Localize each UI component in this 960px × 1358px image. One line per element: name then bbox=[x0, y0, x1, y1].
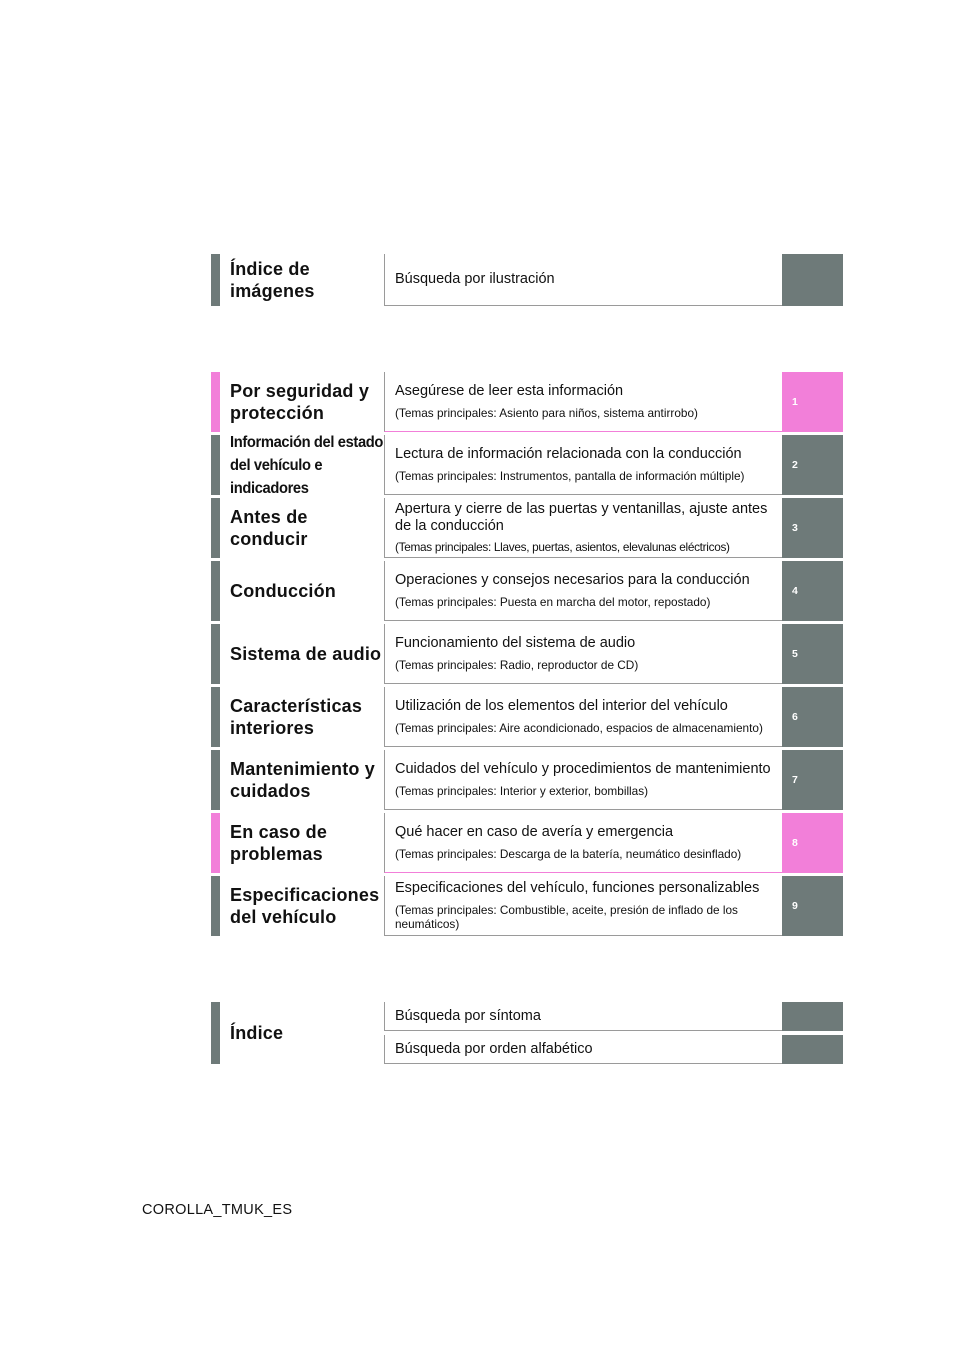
chapter-row-7[interactable] bbox=[211, 750, 843, 810]
chapter-main-text: Cuidados del vehículo y procedimientos de mantenimiento bbox=[395, 761, 771, 777]
chapter-row-8[interactable] bbox=[211, 813, 843, 873]
chapter-main-text: Asegúrese de leer esta información bbox=[395, 383, 624, 399]
chapter-title: Mantenimiento y cuidados bbox=[230, 759, 376, 801]
row-bar bbox=[211, 1002, 220, 1064]
row-bar bbox=[211, 254, 220, 306]
chapter-main-text: Lectura de información relacionada con la conducción bbox=[395, 446, 742, 462]
row-title: Índice de imágenes bbox=[230, 259, 315, 301]
chapter-main-text: Funcionamiento del sistema de audio bbox=[395, 635, 636, 651]
chapter-bar bbox=[211, 498, 220, 558]
chapter-bar bbox=[211, 372, 220, 432]
chapter-description bbox=[384, 372, 782, 432]
chapter-title: Conducción bbox=[230, 581, 336, 601]
chapter-bar bbox=[211, 750, 220, 810]
chapter-sub-text: (Temas principales: Instrumentos, pantalla de información múltiple) bbox=[395, 469, 745, 483]
chapter-main-text: Apertura y cierre de las puertas y ventanillas, ajuste antes de la conducción bbox=[395, 501, 768, 534]
chapter-bar bbox=[211, 435, 220, 495]
chapter-tab[interactable]: 5 bbox=[782, 624, 843, 684]
chapter-title: Por seguridad y protección bbox=[230, 381, 370, 423]
chapter-tab[interactable]: 4 bbox=[782, 561, 843, 621]
chapter-title: Especificaciones del vehículo bbox=[230, 885, 380, 927]
chapter-row-3[interactable] bbox=[211, 498, 843, 558]
chapter-tab[interactable]: 2 bbox=[782, 435, 843, 495]
chapter-tab[interactable]: 7 bbox=[782, 750, 843, 810]
footer-code: COROLLA_TMUK_ES bbox=[142, 1202, 293, 1218]
chapter-description bbox=[384, 561, 782, 621]
chapter-main-text: Utilización de los elementos del interior del vehículo bbox=[395, 698, 728, 714]
chapter-tab[interactable]: 1 bbox=[782, 372, 843, 432]
row-title: Índice bbox=[230, 1023, 284, 1043]
chapter-description bbox=[384, 624, 782, 684]
chapter-description bbox=[384, 876, 782, 936]
chapter-row-5[interactable] bbox=[211, 624, 843, 684]
chapter-tab[interactable]: 9 bbox=[782, 876, 843, 936]
chapter-sub-text: (Temas principales: Combustible, aceite, presión de inflado de los neumáticos) bbox=[395, 903, 738, 931]
chapter-row-4[interactable] bbox=[211, 561, 843, 621]
chapter-title: Sistema de audio bbox=[230, 644, 382, 664]
row-tab bbox=[782, 254, 843, 306]
chapter-title: En caso de problemas bbox=[230, 822, 328, 864]
chapter-description bbox=[384, 435, 782, 495]
chapter-bar bbox=[211, 813, 220, 873]
chapter-sub-text: (Temas principales: Radio, reproductor de CD) bbox=[395, 658, 639, 672]
chapter-sub-text: (Temas principales: Llaves, puertas, asientos, elevalunas eléctricos) bbox=[395, 540, 730, 554]
chapter-sub-text: (Temas principales: Asiento para niños, sistema antirrobo) bbox=[395, 406, 698, 420]
chapter-main-text: Especificaciones del vehículo, funciones personalizables bbox=[395, 880, 760, 896]
chapter-row-2[interactable] bbox=[211, 435, 843, 495]
chapter-description bbox=[384, 813, 782, 873]
index-item-symptom[interactable]: Búsqueda por síntoma bbox=[384, 1002, 782, 1031]
chapter-sub-text: (Temas principales: Descarga de la batería, neumático desinflado) bbox=[395, 847, 742, 861]
chapter-main-text: Operaciones y consejos necesarios para la conducción bbox=[395, 572, 750, 588]
chapter-title: Antes de conducir bbox=[230, 507, 308, 549]
chapter-title: Características interiores bbox=[230, 696, 363, 738]
index-tab-alphabetical bbox=[782, 1035, 843, 1064]
chapter-row-1[interactable] bbox=[211, 372, 843, 432]
chapter-bar bbox=[211, 624, 220, 684]
chapter-bar bbox=[211, 687, 220, 747]
chapter-title: Información del estado del vehículo e indicadores bbox=[230, 433, 384, 497]
row-image-index[interactable] bbox=[211, 254, 843, 306]
index-item-alphabetical[interactable]: Búsqueda por orden alfabético bbox=[384, 1035, 782, 1064]
chapter-tab[interactable]: 3 bbox=[782, 498, 843, 558]
chapter-description bbox=[384, 750, 782, 810]
index-tab-symptom bbox=[782, 1002, 843, 1031]
chapter-tab[interactable]: 6 bbox=[782, 687, 843, 747]
chapter-description bbox=[384, 498, 782, 558]
chapter-sub-text: (Temas principales: Interior y exterior, bombillas) bbox=[395, 784, 649, 798]
chapter-tab[interactable]: 8 bbox=[782, 813, 843, 873]
chapter-row-6[interactable] bbox=[211, 687, 843, 747]
chapter-sub-text: (Temas principales: Aire acondicionado, espacios de almacenamiento) bbox=[395, 721, 763, 735]
chapter-bar bbox=[211, 876, 220, 936]
row-description-text: Búsqueda por ilustración bbox=[395, 271, 555, 287]
chapter-bar bbox=[211, 561, 220, 621]
row-description bbox=[384, 254, 782, 306]
row-index bbox=[211, 1002, 843, 1064]
chapter-row-9[interactable] bbox=[211, 876, 843, 936]
chapter-description bbox=[384, 687, 782, 747]
chapter-main-text: Qué hacer en caso de avería y emergencia bbox=[395, 824, 674, 840]
chapter-sub-text: (Temas principales: Puesta en marcha del motor, repostado) bbox=[395, 595, 711, 609]
